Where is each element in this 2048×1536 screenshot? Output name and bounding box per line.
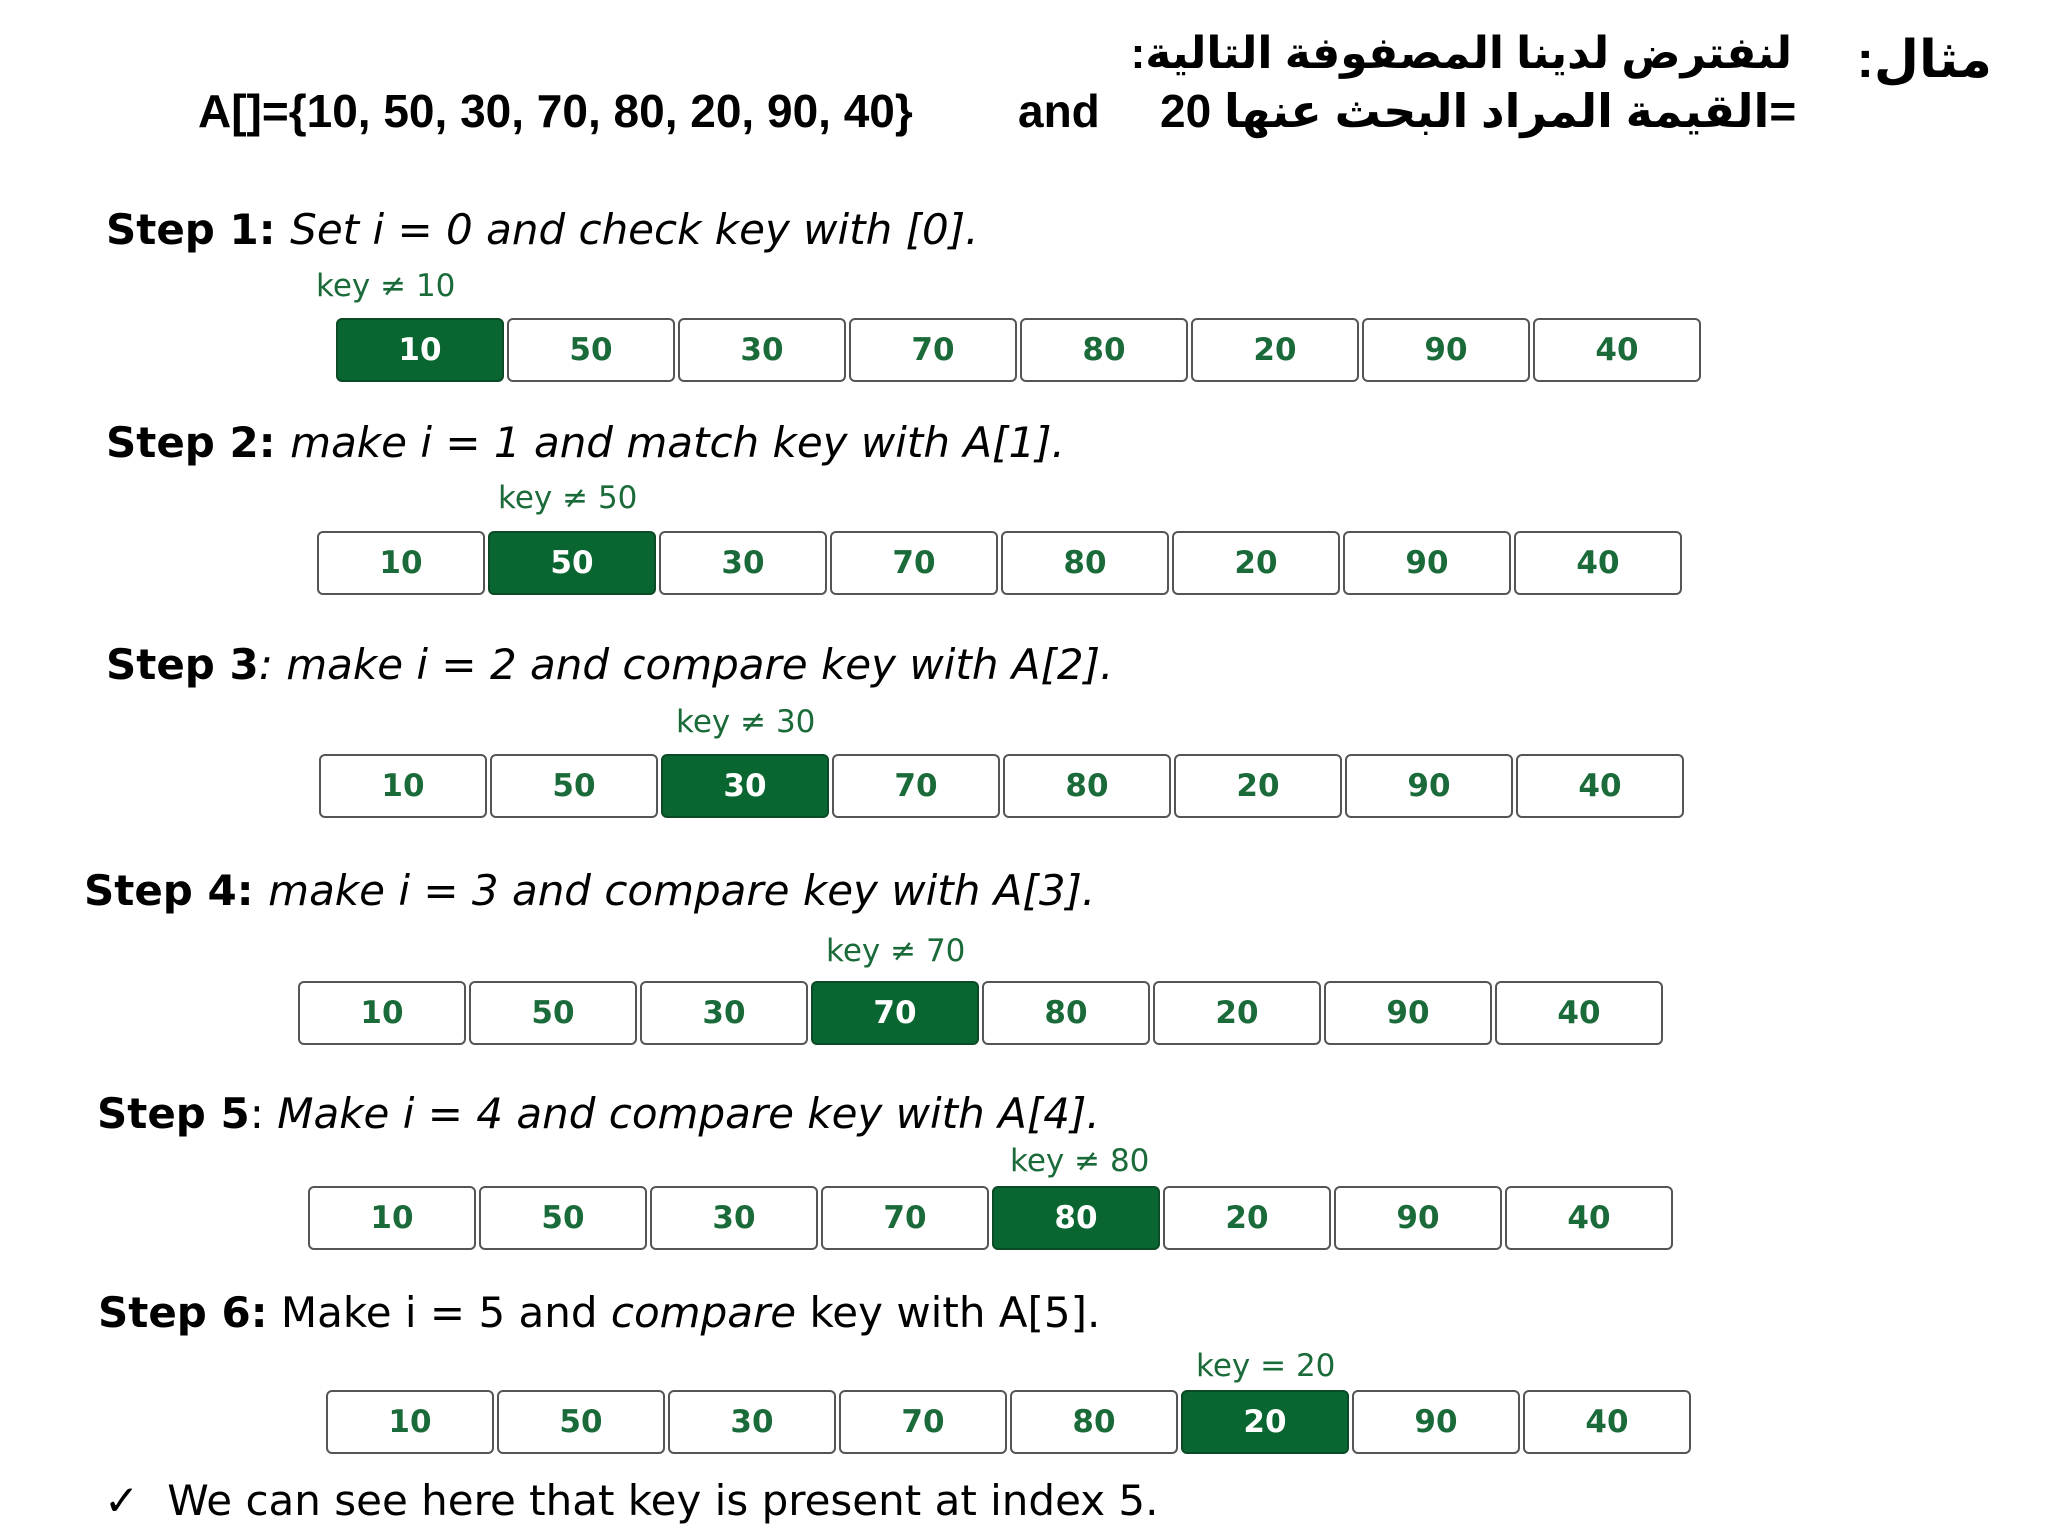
array-cell: 20 bbox=[1191, 318, 1359, 382]
array-cell-current: 70 bbox=[811, 981, 979, 1045]
array-cell: 10 bbox=[326, 1390, 494, 1454]
step-5-sep: : bbox=[249, 1089, 278, 1138]
step-6-desc-part1: Make i = 5 and bbox=[280, 1288, 611, 1337]
step-6-label: Step 6: bbox=[98, 1288, 268, 1337]
step-1-desc: Set i = 0 and check key with [0]. bbox=[290, 205, 979, 254]
example-label: مثال: bbox=[1856, 31, 1992, 89]
array-cell: 50 bbox=[497, 1390, 665, 1454]
array-cell: 50 bbox=[479, 1186, 647, 1250]
array-cell: 90 bbox=[1345, 754, 1513, 818]
step-3-heading bbox=[106, 640, 1113, 689]
step-3-sep: : bbox=[258, 640, 287, 689]
array-cell: 80 bbox=[1010, 1390, 1178, 1454]
step-4-heading bbox=[84, 866, 1095, 915]
array-cell: 50 bbox=[507, 318, 675, 382]
array-cell: 90 bbox=[1352, 1390, 1520, 1454]
array-cell-current: 30 bbox=[661, 754, 829, 818]
array-cell: 90 bbox=[1334, 1186, 1502, 1250]
step-5-label: Step 5 bbox=[97, 1089, 250, 1138]
array-cell-current: 10 bbox=[336, 318, 504, 382]
array-cell: 20 bbox=[1172, 531, 1340, 595]
step-5-array bbox=[308, 1186, 1673, 1250]
and-word: and bbox=[1018, 85, 1100, 137]
array-cell: 70 bbox=[830, 531, 998, 595]
conclusion-text: We can see here that key is present at index 5. bbox=[167, 1476, 1159, 1525]
array-cell: 80 bbox=[1003, 754, 1171, 818]
step-4-key-note: key ≠ 70 bbox=[826, 933, 966, 969]
step-6-desc-italic: compare bbox=[610, 1288, 797, 1337]
array-cell: 80 bbox=[1001, 531, 1169, 595]
array-cell: 40 bbox=[1533, 318, 1701, 382]
array-cell: 70 bbox=[849, 318, 1017, 382]
array-cell: 90 bbox=[1324, 981, 1492, 1045]
array-cell: 80 bbox=[982, 981, 1150, 1045]
array-cell: 90 bbox=[1343, 531, 1511, 595]
array-cell: 40 bbox=[1505, 1186, 1673, 1250]
example-intro: لنفترض لدينا المصفوفة التالية: bbox=[1130, 29, 1792, 78]
step-1-heading bbox=[106, 205, 978, 254]
array-cell: 40 bbox=[1514, 531, 1682, 595]
array-cell: 70 bbox=[821, 1186, 989, 1250]
array-cell: 90 bbox=[1362, 318, 1530, 382]
array-cell: 10 bbox=[319, 754, 487, 818]
step-6-sep bbox=[268, 1288, 281, 1337]
step-2-heading bbox=[106, 418, 1065, 467]
array-cell: 10 bbox=[298, 981, 466, 1045]
checkmark-icon: ✓ bbox=[104, 1476, 140, 1525]
search-key-line bbox=[1160, 84, 1796, 138]
array-cell: 40 bbox=[1516, 754, 1684, 818]
array-cell: 10 bbox=[317, 531, 485, 595]
step-1-sep: : bbox=[258, 205, 291, 254]
array-definition: A[]={10, 50, 30, 70, 80, 20, 90, 40} bbox=[198, 85, 913, 137]
step-4-label: Step 4: bbox=[84, 866, 254, 915]
step-1-array bbox=[336, 318, 1701, 382]
step-2-sep bbox=[276, 418, 291, 467]
step-6-key-note: key = 20 bbox=[1196, 1348, 1336, 1384]
step-3-label: Step 3 bbox=[106, 640, 259, 689]
array-cell: 50 bbox=[469, 981, 637, 1045]
array-cell: 40 bbox=[1495, 981, 1663, 1045]
array-cell-current: 50 bbox=[488, 531, 656, 595]
search-key-label: =القيمة المراد البحث عنها bbox=[1223, 85, 1797, 137]
step-2-label: Step 2: bbox=[106, 418, 276, 467]
step-4-sep bbox=[254, 866, 269, 915]
array-cell: 30 bbox=[668, 1390, 836, 1454]
array-cell-current: 80 bbox=[992, 1186, 1160, 1250]
step-5-key-note: key ≠ 80 bbox=[1010, 1143, 1150, 1179]
array-cell: 30 bbox=[650, 1186, 818, 1250]
step-5-heading bbox=[97, 1089, 1100, 1138]
array-cell: 30 bbox=[678, 318, 846, 382]
array-cell: 50 bbox=[490, 754, 658, 818]
array-cell: 70 bbox=[832, 754, 1000, 818]
step-5-desc: Make i = 4 and compare key with A[4]. bbox=[277, 1089, 1100, 1138]
step-6-array bbox=[326, 1390, 1691, 1454]
array-cell: 20 bbox=[1174, 754, 1342, 818]
step-3-array bbox=[319, 754, 1684, 818]
step-1-label: Step 1 bbox=[106, 205, 259, 254]
array-cell: 30 bbox=[640, 981, 808, 1045]
step-4-desc: make i = 3 and compare key with A[3]. bbox=[268, 866, 1096, 915]
array-cell: 10 bbox=[308, 1186, 476, 1250]
array-cell-current: 20 bbox=[1181, 1390, 1349, 1454]
step-4-array bbox=[298, 981, 1663, 1045]
search-key-value: 20 bbox=[1160, 85, 1212, 137]
step-2-key-note: key ≠ 50 bbox=[498, 480, 638, 516]
array-cell: 20 bbox=[1163, 1186, 1331, 1250]
array-cell: 30 bbox=[659, 531, 827, 595]
step-2-array bbox=[317, 531, 1682, 595]
array-cell: 70 bbox=[839, 1390, 1007, 1454]
step-3-desc: make i = 2 and compare key with A[2]. bbox=[286, 640, 1114, 689]
step-6-heading bbox=[98, 1288, 1100, 1337]
array-cell: 40 bbox=[1523, 1390, 1691, 1454]
step-6-desc-part2: key with A[5]. bbox=[796, 1288, 1101, 1337]
step-2-desc: make i = 1 and match key with A[1]. bbox=[290, 418, 1065, 467]
array-cell: 20 bbox=[1153, 981, 1321, 1045]
step-3-key-note: key ≠ 30 bbox=[676, 704, 816, 740]
conclusion bbox=[104, 1476, 1158, 1525]
array-cell: 80 bbox=[1020, 318, 1188, 382]
step-1-key-note: key ≠ 10 bbox=[316, 268, 456, 304]
